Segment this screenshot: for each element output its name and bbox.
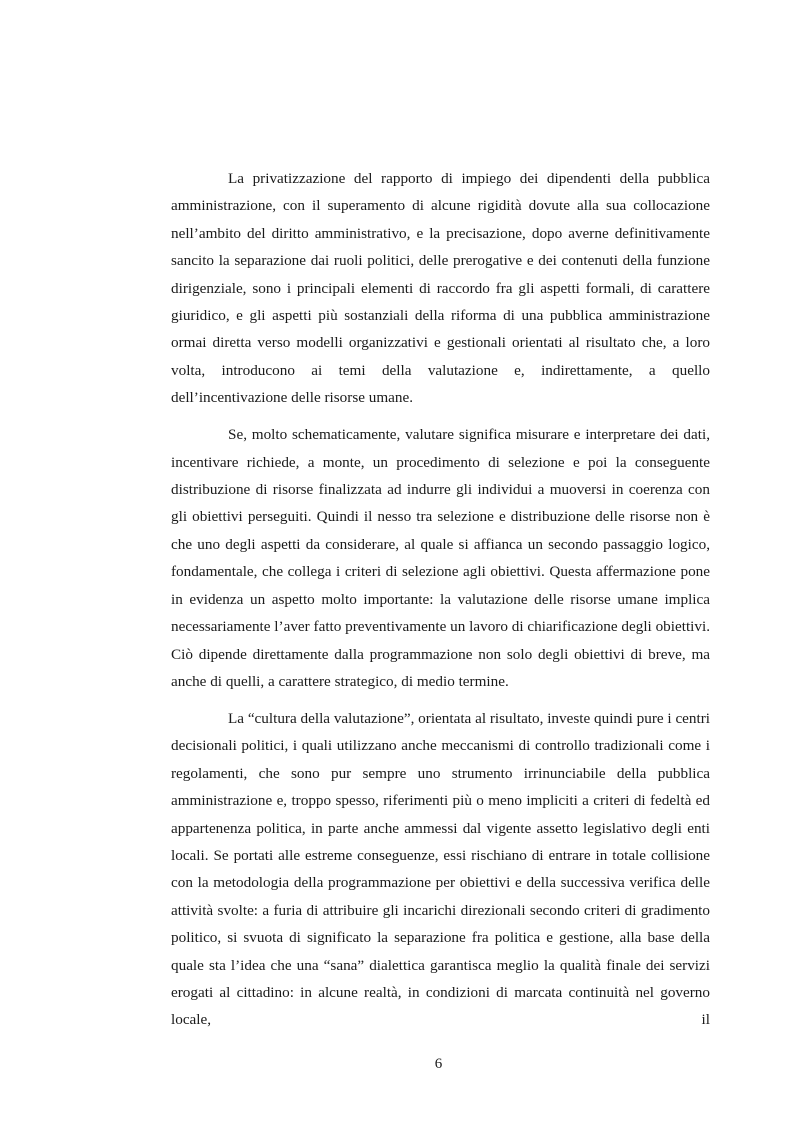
paragraph-1: La privatizzazione del rapporto di impiego dei dipendenti della pubblica amministrazione, con il superamento di alcune rigidità dovute alla sua collocazione nell’ambito del diritto amministrativo, e la precisazione, dopo averne definitivamente sancito la separazione dai ruoli politici, delle prerogative e dei contenuti della funzione dirigenziale, sono i principali elementi di raccordo fra gli aspetti formali, di carattere giuridico, e gli aspetti più sostanziali della riforma di una pubblica amministrazione ormai diretta verso modelli organizzativi e gestionali orientati al risultato che, a loro volta, introducono ai temi della valutazione e, indirettamente, a quello dell’incentivazione delle risorse umane. — [171, 170, 710, 407]
page-number: 6 — [434, 1056, 443, 1072]
body-text — [171, 165, 710, 1043]
paragraph-3: La “cultura della valutazione”, orientata al risultato, investe quindi pure i centri decisionali politici, i quali utilizzano anche meccanismi di controllo tradizionali come i regolamenti, che sono pur sempre uno strumento irrinunciabile della pubblica amministrazione e, troppo spesso, riferimenti più o meno impliciti a criteri di fedeltà ed appartenenza politica, in parte anche ammessi dal vigente assetto legislativo degli enti locali. Se portati alle estreme conseguenze, essi rischiano di entrare in totale collisione con la metodologia della programmazione per obiettivi e della successiva verifica delle attività svolte: a furia di attribuire gli incarichi direzionali secondo criteri di gradimento politico, si svuota di significato la separazione fra politica e gestione, alla base della quale sta l’idea che una “sana” dialettica garantisca meglio la qualità finale dei servizi erogati al cittadino: in alcune realtà, in condizioni di marcata continuità nel governo locale, il — [171, 709, 711, 1029]
paragraph-2: Se, molto schematicamente, valutare significa misurare e interpretare dei dati, incentivare richiede, a monte, un procedimento di selezione e poi la conseguente distribuzione di risorse finalizzata ad indurre gli individui a muoversi in coerenza con gli obiettivi perseguiti. Quindi il nesso tra selezione e distribuzione delle risorse non è che uno degli aspetti da considerare, al quale si affianca un secondo passaggio logico, fondamentale, che collega i criteri di selezione agli obiettivi. Questa affermazione pone in evidenza un aspetto molto importante: la valutazione delle risorse umane implica necessariamente l’aver fatto preventivamente un lavoro di chiarificazione degli obiettivi. Ciò dipende direttamente dalla programmazione non solo degli obiettivi di breve, ma anche di quelli, a carattere strategico, di medio termine. — [171, 426, 710, 690]
